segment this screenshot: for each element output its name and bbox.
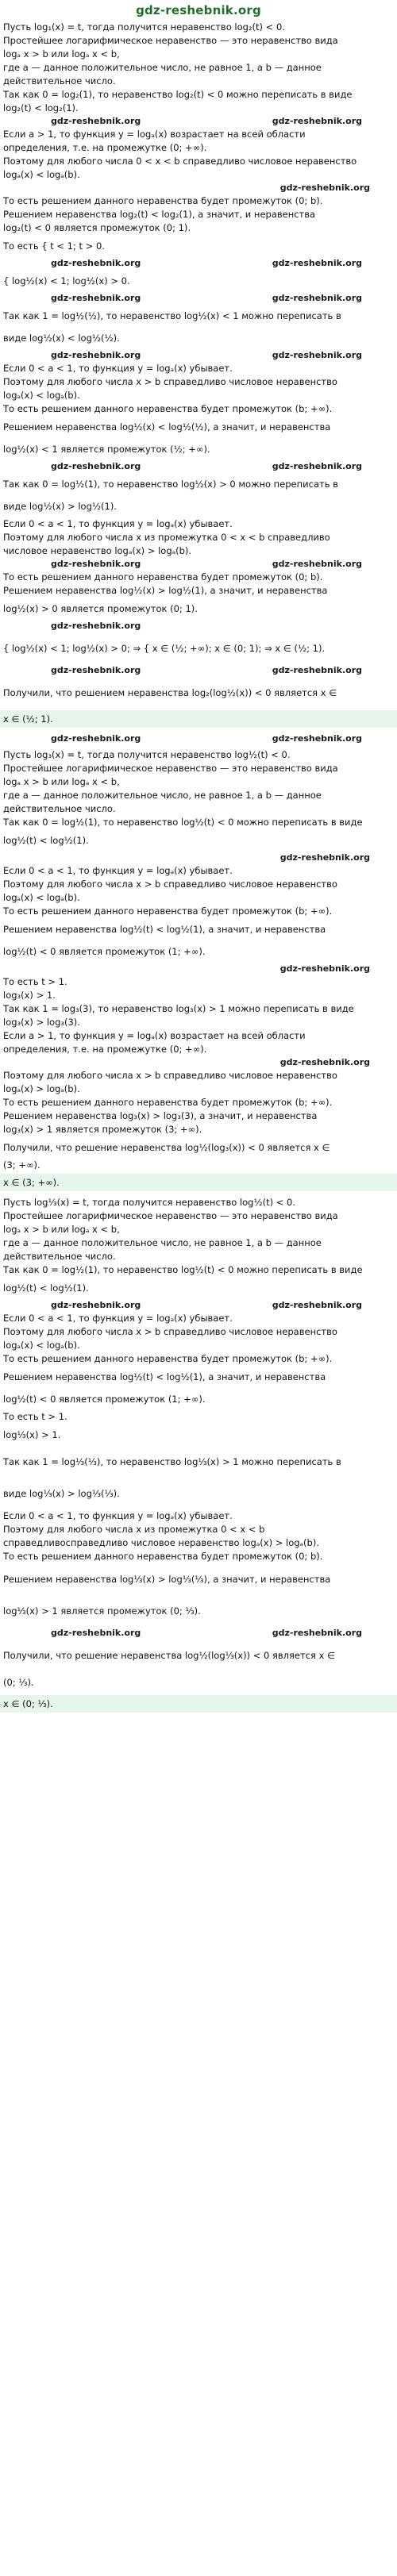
text-line: Так как 0 = log₂(1), то неравенство log₂(t) < 0 можно переписать в виде [3, 89, 353, 100]
watermark-text: gdz-reshebnik.org [272, 258, 362, 268]
text-line: Так как 0 = log½(1), то неравенство log½(t) < 0 можно переписать в виде [3, 1264, 363, 1275]
solution-part-1 [3, 21, 394, 745]
watermark-row [3, 732, 394, 745]
watermark-row [3, 460, 394, 473]
text-line: logₐ x > b или logₐ x < b, [3, 48, 120, 60]
math-line: log⅓(x) > 1. [3, 1429, 61, 1440]
watermark-row [3, 852, 394, 864]
text-line: Если a > 1, то функция y = logₐ(x) возрастает на всей области [3, 1030, 306, 1041]
text-line: Поэтому для любого числа x > b справедливо числовое неравенство [3, 879, 337, 890]
text-line: справедливосправедливо числовое неравенство logₐ(x) > logₐ(b). [3, 1537, 319, 1548]
watermark-text: gdz-reshebnik.org [279, 963, 370, 974]
text-line: logₐ(x) < logₐ(b). [3, 390, 80, 401]
text-line: (3; +∞). [3, 1159, 40, 1171]
text-line: Если 0 < a < 1, то функция y = logₐ(x) убывает. [3, 518, 233, 529]
text-line: То есть t > 1. [3, 1411, 67, 1422]
text-line: Поэтому для любого числа 0 < x < b справедливо числовое неравенство [3, 156, 357, 167]
text-line: Решением неравенства log₃(x) > log₃(3), а значит, и неравенства [3, 1110, 318, 1121]
text-line: Если 0 < a < 1, то функция y = logₐ(x) убывает. [3, 1510, 233, 1521]
text-line: logₐ(x) < logₐ(b). [3, 1340, 80, 1351]
math-line: Получили, что решение неравенства log½(log⅓(x)) < 0 является x ∈ [3, 1650, 336, 1661]
watermark-row [3, 1056, 394, 1069]
watermark-text: gdz-reshebnik.org [279, 852, 370, 863]
watermark-text: gdz-reshebnik.org [51, 665, 141, 675]
answer-box: x ∈ (0; ⅓). [0, 1695, 397, 1713]
math-line: log½(t) < log½(1). [3, 1282, 89, 1294]
watermark-text: gdz-reshebnik.org [51, 116, 141, 126]
math-line: Так как 1 = log⅓(⅓), то неравенство log⅓(x) > 1 можно переписать в [3, 1456, 341, 1467]
text-line: То есть решением данного неравенства будет промежуток (b; +∞). [3, 905, 333, 917]
text-line: Поэтому для любого числа x из промежутка 0 < x < b справедливо [3, 532, 330, 543]
text-line: То есть решением данного неравенства будет промежуток (b; +∞). [3, 1097, 333, 1108]
watermark-row [3, 664, 394, 677]
text-line: logₐ x > b или logₐ x < b, [3, 1224, 120, 1235]
text-line: То есть t > 1. [3, 976, 67, 987]
text-line: Поэтому для любого числа x из промежутка 0 < x < b [3, 1524, 265, 1535]
text-line: logₐ x > b или logₐ x < b, [3, 776, 120, 787]
text-line: Решением неравенства log₂(t) < log₂(1), а значит, и неравенства [3, 209, 316, 220]
watermark-text: gdz-reshebnik.org [272, 1300, 362, 1310]
site-title[interactable]: gdz-reshebnik.org [136, 3, 261, 17]
watermark-text: gdz-reshebnik.org [272, 559, 362, 569]
watermark-row [3, 349, 394, 362]
math-line: { log½(x) < 1; log½(x) > 0. [3, 275, 130, 286]
text-line: Решением неравенства log½(x) > log½(1), а значит, и неравенства [3, 585, 328, 596]
math-line: Получили, что решение неравенства log½(log₃(x)) < 0 является x ∈ [3, 1142, 330, 1153]
math-line: Решением неравенства log½(x) < log½(½), а значит, и неравенства [3, 421, 331, 433]
text-line: Простейшее логарифмическое неравенство — это неравенство вида [3, 35, 338, 46]
text-line: действительное число. [3, 1251, 116, 1262]
math-line: (0; ⅓). [3, 1677, 34, 1688]
text-line: log₂(t) < log₂(1). [3, 102, 79, 113]
text-line: Поэтому для любого числа x > b справедливо числовое неравенство [3, 1070, 337, 1081]
watermark-text: gdz-reshebnik.org [51, 621, 141, 631]
watermark-row [3, 963, 394, 975]
math-line: виде log½(x) > log½(1). [3, 501, 117, 512]
watermark-text: gdz-reshebnik.org [51, 1628, 141, 1638]
text-line: logₐ(x) < logₐ(b). [3, 169, 80, 180]
math-line: То есть { t < 1; t > 0. [3, 240, 105, 252]
text-line: logₐ(x) > logₐ(b). [3, 1083, 80, 1094]
watermark-text: gdz-reshebnik.org [51, 559, 141, 569]
answer-box: x ∈ (3; +∞). [0, 1174, 397, 1191]
watermark-row [3, 558, 394, 571]
text-line: log₃(x) > log₃(3). [3, 1017, 80, 1028]
text-line: То есть решением данного неравенства будет промежуток (b; +∞). [3, 1353, 333, 1364]
math-line: Так как 0 = log½(1), то неравенство log½(x) > 0 можно переписать в [3, 479, 338, 490]
watermark-text: gdz-reshebnik.org [51, 293, 141, 303]
watermark-row [3, 620, 394, 632]
solution-part-3 [3, 1196, 394, 1713]
answer-box: x ∈ (½; 1). [0, 710, 397, 728]
math-line: Так как 1 = log½(½), то неравенство log½(x) < 1 можно переписать в [3, 310, 341, 321]
text-line: То есть решением данного неравенства будет промежуток (0; b). [3, 195, 323, 206]
text-line: Если a > 1, то функция y = logₐ(x) возрастает на всей области [3, 129, 306, 140]
text-line: Так как 1 = log₃(3), то неравенство log₃(x) > 1 можно переписать в виде [3, 1003, 354, 1014]
math-line: Решением неравенства log½(t) < log½(1), а значит, и неравенства [3, 924, 326, 935]
text-line: Простейшее логарифмическое неравенство — это неравенство вида [3, 763, 338, 774]
watermark-text: gdz-reshebnik.org [51, 258, 141, 268]
text-line: действительное число. [3, 75, 116, 87]
watermark-text: gdz-reshebnik.org [51, 1300, 141, 1310]
watermark-row [3, 1627, 394, 1640]
text-line: Если 0 < a < 1, то функция y = logₐ(x) убывает. [3, 865, 233, 876]
text-line: определения, т.е. на промежутке (0; +∞). [3, 142, 207, 153]
watermark-text: gdz-reshebnik.org [272, 350, 362, 360]
text-line: Если 0 < a < 1, то функция y = logₐ(x) убывает. [3, 363, 233, 374]
text-line: То есть решением данного неравенства будет промежуток (0; b). [3, 571, 323, 582]
watermark-text: gdz-reshebnik.org [51, 461, 141, 471]
text-line: где a — данное положительное число, не равное 1, a b — данное [3, 62, 322, 73]
text-line: Простейшее логарифмическое неравенство — это неравенство вида [3, 1210, 338, 1221]
watermark-row [3, 115, 394, 128]
text-line: Если 0 < a < 1, то функция y = logₐ(x) убывает. [3, 1313, 233, 1324]
solution-part-2 [3, 748, 394, 1191]
text-line: где a — данное положительное число, не равное 1, a b — данное [3, 790, 322, 801]
solution-content [0, 21, 397, 1713]
math-line: виде log⅓(x) > log⅓(⅓). [3, 1488, 120, 1499]
watermark-text: gdz-reshebnik.org [51, 733, 141, 744]
text-line: То есть решением данного неравенства будет промежуток (b; +∞). [3, 403, 333, 414]
text-line: Так как 0 = log½(1), то неравенство log½(t) < 0 можно переписать в виде [3, 817, 363, 828]
math-line: Решением неравенства log½(t) < log½(1), а значит, и неравенства [3, 1371, 326, 1382]
text-line: log₃(x) > 1. [3, 990, 56, 1001]
math-line: log½(t) < 0 является промежуток (1; +∞). [3, 946, 206, 957]
text-line: определения, т.е. на промежутке (0; +∞). [3, 1044, 207, 1055]
watermark-text: gdz-reshebnik.org [272, 293, 362, 303]
watermark-row [3, 182, 394, 194]
watermark-text: gdz-reshebnik.org [272, 116, 362, 126]
text-line: log₃(x) > 1 является промежуток (3; +∞). [3, 1124, 202, 1135]
watermark-text: gdz-reshebnik.org [51, 350, 141, 360]
watermark-row [3, 257, 394, 270]
text-line: То есть решением данного неравенства будет промежуток (0; b). [3, 1551, 323, 1562]
math-line: виде log½(x) < log½(½). [3, 333, 120, 344]
watermark-text: gdz-reshebnik.org [272, 461, 362, 471]
math-line: Решением неравенства log⅓(x) > log⅓(⅓), а значит, и неравенства [3, 1574, 331, 1585]
watermark-text: gdz-reshebnik.org [272, 1628, 362, 1638]
text-line: Пусть log₃(x) = t, тогда получится неравенство log½(t) < 0. [3, 749, 291, 760]
text-line: Поэтому для любого числа x > b справедливо числовое неравенство [3, 376, 337, 387]
watermark-text: gdz-reshebnik.org [272, 665, 362, 675]
watermark-text: gdz-reshebnik.org [279, 183, 370, 193]
text-line: числовое неравенство logₐ(x) > logₐ(b). [3, 545, 192, 556]
text-line: Пусть log⅓(x) = t, тогда получится неравенство log½(t) < 0. [3, 1197, 296, 1208]
watermark-row [3, 1299, 394, 1312]
math-line: log⅓(x) > 1 является промежуток (0; ⅓). [3, 1605, 201, 1617]
text-line: действительное число. [3, 803, 116, 814]
text-line: logₐ(x) < logₐ(b). [3, 892, 80, 903]
text-line: log₂(t) < 0 является промежуток (0; 1). [3, 222, 191, 233]
text-line: Поэтому для любого числа x > b справедливо числовое неравенство [3, 1326, 337, 1337]
text-line: где a — данное положительное число, не равное 1, a b — данное [3, 1237, 322, 1248]
math-line: log½(t) < log½(1). [3, 835, 89, 846]
math-line: log½(x) > 0 является промежуток (0; 1). [3, 603, 198, 614]
text-line: Пусть log₁(x) = t, тогда получится неравенство log₂(t) < 0. [3, 21, 285, 33]
math-line: log½(t) < 0 является промежуток (1; +∞). [3, 1394, 206, 1405]
math-system-line: { log½(x) < 1; log½(x) > 0; ⇒ { x ∈ (½; +∞); x ∈ (0; 1); ⇒ x ∈ (½; 1). [3, 643, 326, 654]
math-line: log½(x) < 1 является промежуток (½; +∞). [3, 444, 210, 455]
watermark-row [3, 292, 394, 305]
watermark-text: gdz-reshebnik.org [279, 1057, 370, 1067]
math-line: Получили, что решением неравенства log₂(log½(x)) < 0 является x ∈ [3, 687, 337, 698]
watermark-text: gdz-reshebnik.org [272, 733, 362, 744]
